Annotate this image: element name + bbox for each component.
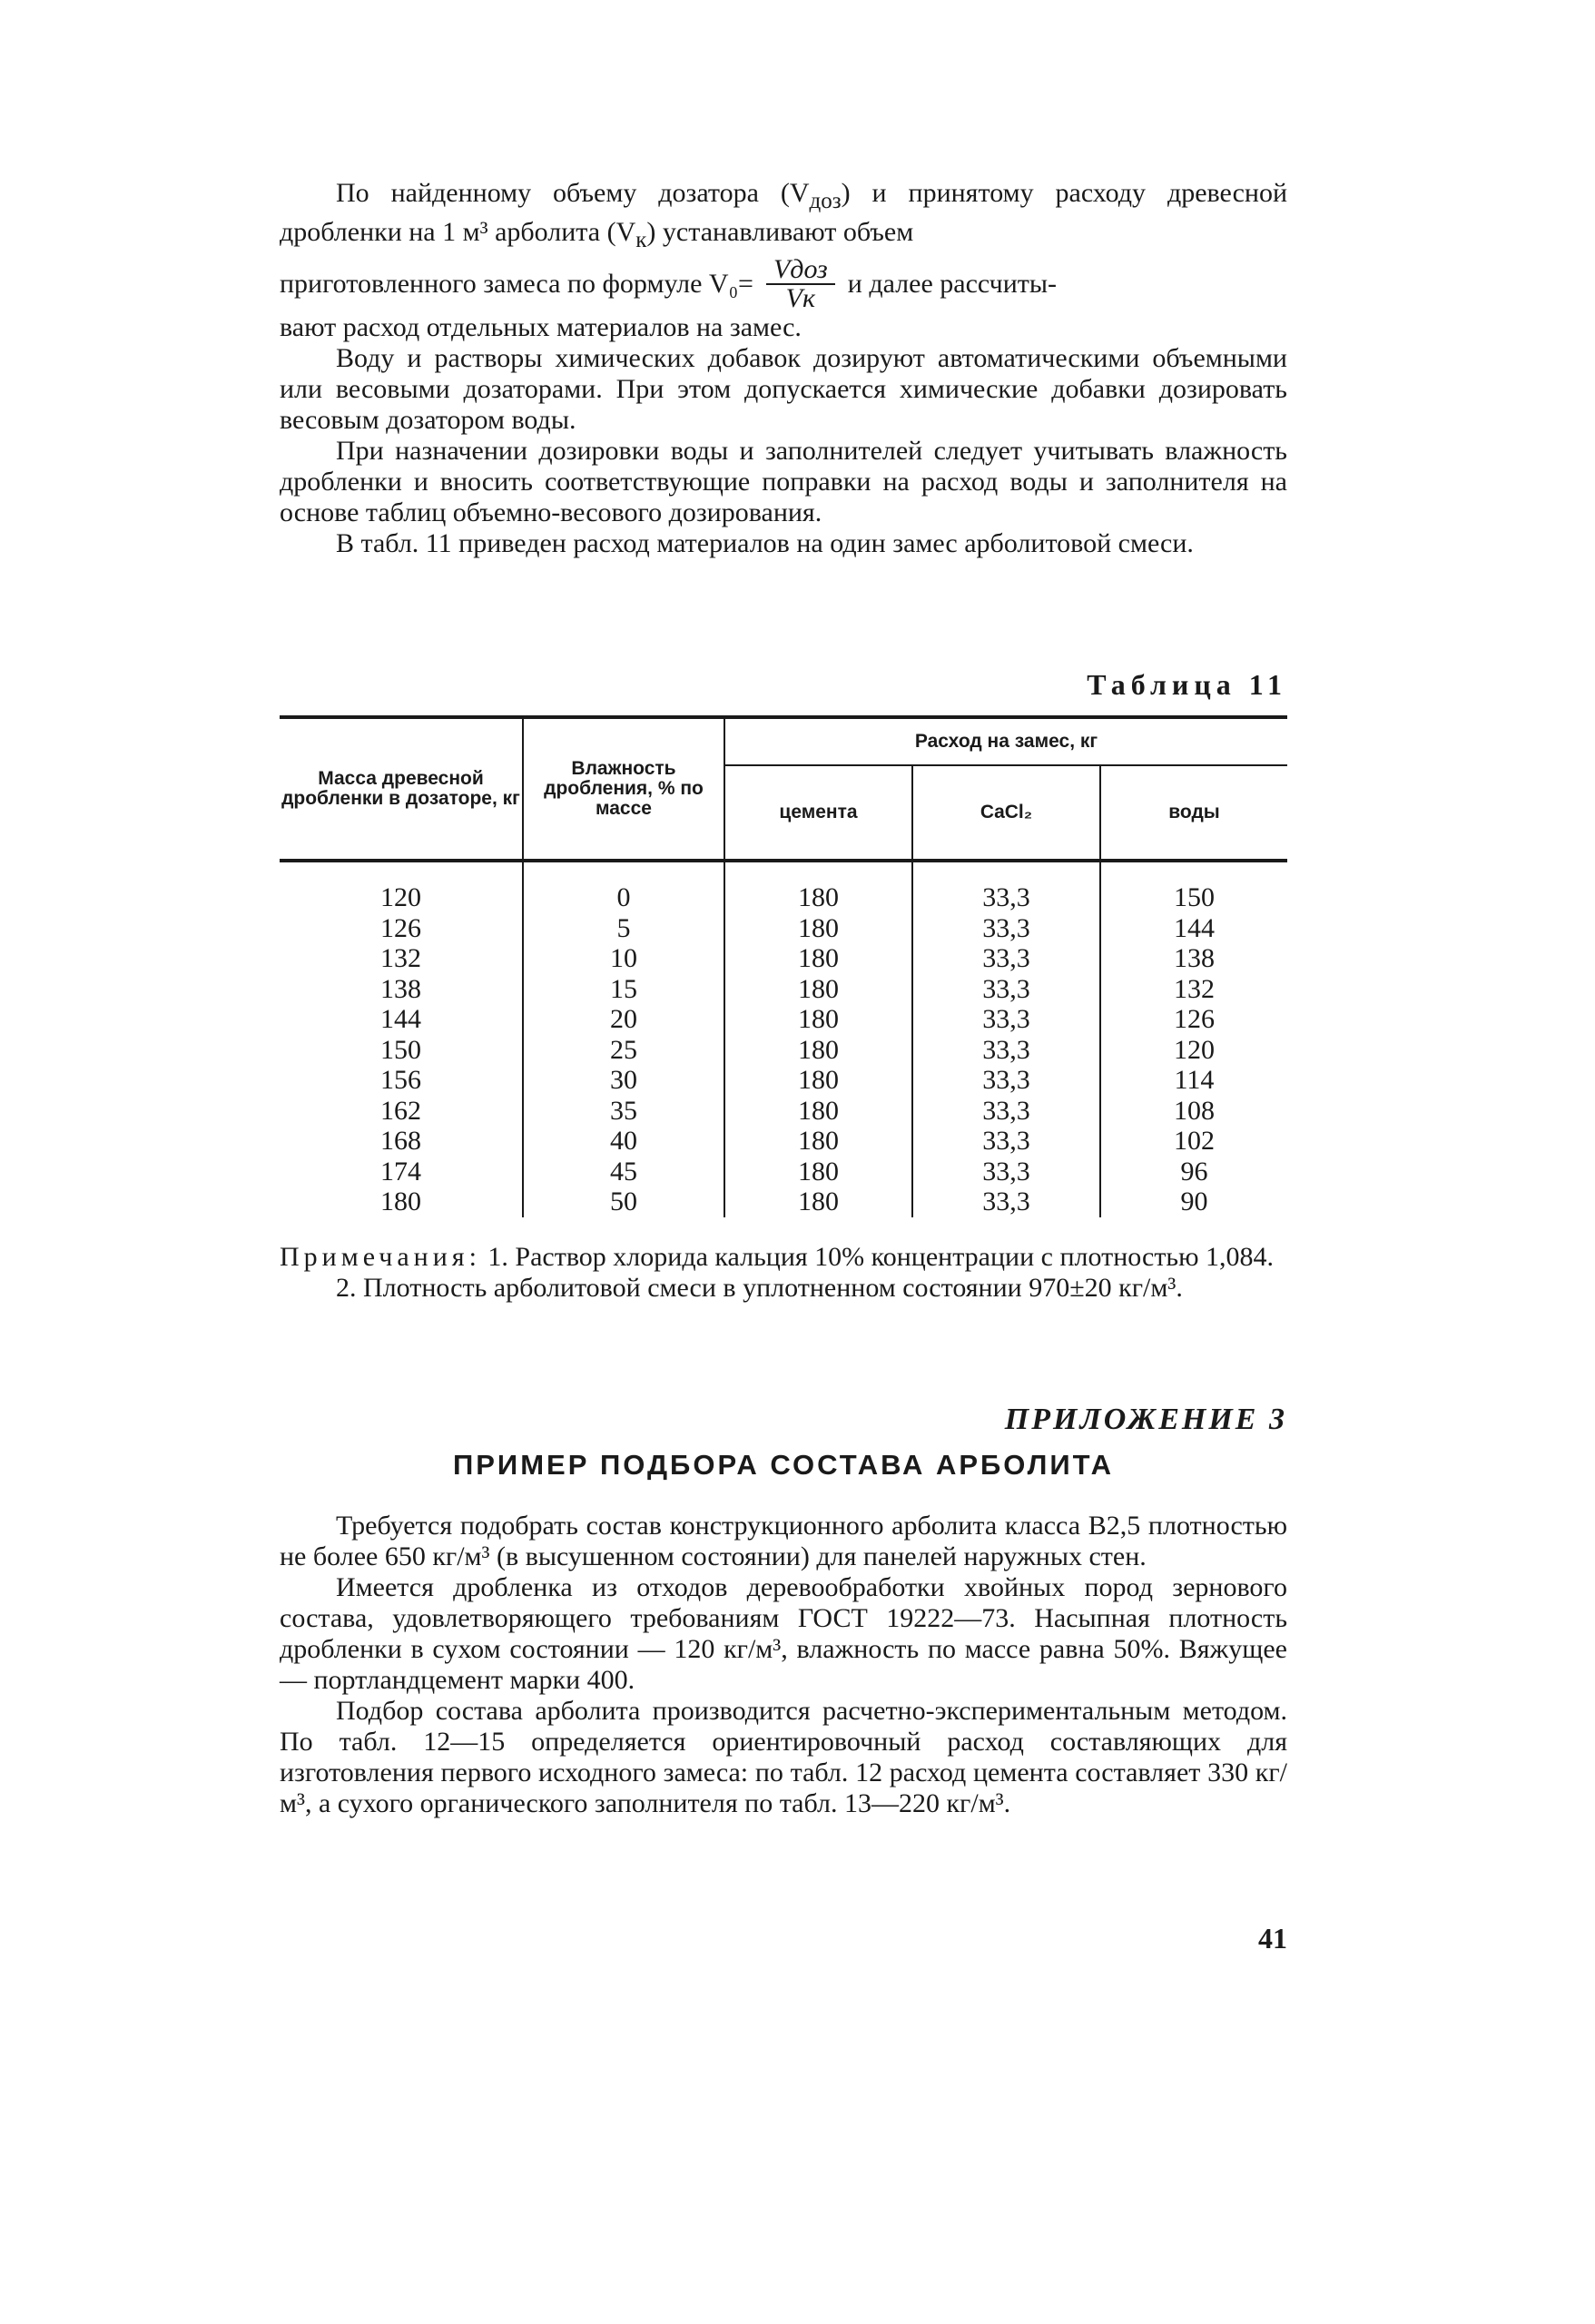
table-cell: 132	[1100, 974, 1287, 1005]
table-cell: 174	[380, 1156, 421, 1187]
table-cell: 180	[380, 1187, 421, 1216]
paragraph-table-ref: В табл. 11 приведен расход материалов на один замес арболитовой смеси.	[336, 528, 1194, 558]
appendix-paragraph-1: Требуется подобрать состав конструкционного арболита класса В2,5 плотностью не более 650 кг/м³ (в высушенном состоянии) для панелей наружных стен.	[280, 1511, 1287, 1571]
table-cell: 168	[380, 1126, 421, 1156]
table-cell: 132	[380, 943, 421, 973]
table-cell: 33,3	[912, 943, 1100, 974]
text-fragment: ) и принятому расходу древесной дробленки на 1 м³ арболита (V	[280, 178, 1287, 247]
table-cell: 180	[724, 943, 912, 974]
header-consumption: Расход на замес, кг	[724, 717, 1287, 765]
formula-suffix: и далее рассчиты-	[847, 269, 1058, 299]
table-cell: 33,3	[912, 861, 1100, 913]
table-row	[280, 943, 1287, 974]
table-cell: 40	[523, 1126, 724, 1157]
table-cell: 90	[1100, 1187, 1287, 1217]
table-row	[280, 913, 1287, 944]
appendix-label: ПРИЛОЖЕНИЕ 3	[1004, 1403, 1287, 1436]
appendix-paragraph-2: Имеется дробленка из отходов деревообработки хвойных пород зернового состава, удовлетворяющего требованиям ГОСТ 19222—73. Насыпная плотность дробленки в сухом состоянии — 120 кг/м³, влажность по массе равна 50%. Вяжущее — портландцемент марки 400.	[280, 1572, 1287, 1695]
text-fragment: ) устанавливают объем	[646, 217, 914, 247]
text-fragment: По найденному объему дозатора (V	[336, 178, 810, 208]
table-row	[280, 974, 1287, 1005]
table-cell: 150	[380, 1034, 421, 1065]
intro-text	[280, 178, 1287, 559]
paragraph-continuation: вают расход отдельных материалов на замес.	[280, 312, 802, 342]
table-cell: 144	[1100, 913, 1287, 944]
table-cell: 0	[523, 861, 724, 913]
formula-prefix: приготовленного замеса по формуле V₀=	[280, 269, 753, 299]
table-cell: 33,3	[912, 1004, 1100, 1035]
table-cell: 30	[523, 1065, 724, 1096]
formula-numerator: Vдоз	[766, 256, 835, 285]
header-cacl: CaCl₂	[912, 765, 1100, 861]
table-cell: 50	[523, 1187, 724, 1217]
table-cell: 25	[523, 1035, 724, 1066]
table-cell: 10	[523, 943, 724, 974]
table-row	[280, 1187, 1287, 1217]
table-cell: 108	[1100, 1096, 1287, 1127]
formula-line	[280, 256, 1287, 312]
table-cell: 5	[523, 913, 724, 944]
table-cell: 15	[523, 974, 724, 1005]
table-cell: 162	[380, 1095, 421, 1126]
table-body	[280, 861, 1287, 1217]
notes-label: Примечания:	[280, 1242, 481, 1272]
table-row	[280, 1004, 1287, 1035]
table-cell: 35	[523, 1096, 724, 1127]
table-cell: 33,3	[912, 1187, 1100, 1217]
table-cell: 180	[724, 1126, 912, 1157]
table-caption: Таблица 11	[1087, 668, 1287, 701]
table-row	[280, 1096, 1287, 1127]
table-cell: 33,3	[912, 1157, 1100, 1187]
paragraph-water-dosing: Воду и растворы химических добавок дозируют автоматическими объемными или весовыми дозаторами. При этом допускается химические добавки дозировать весовым дозатором воды.	[280, 343, 1287, 435]
header-cement: цемента	[724, 765, 912, 861]
table-cell: 138	[1100, 943, 1287, 974]
table-cell: 180	[724, 1096, 912, 1127]
table-cell: 45	[523, 1157, 724, 1187]
table-row	[280, 1126, 1287, 1157]
note-1: 1. Раствор хлорида кальция 10% концентрации с плотностью 1,084.	[487, 1242, 1275, 1272]
table-cell: 126	[1100, 1004, 1287, 1035]
table-cell: 33,3	[912, 913, 1100, 944]
subscript: к	[635, 228, 647, 252]
table-cell: 180	[724, 1157, 912, 1187]
note-2: 2. Плотность арболитовой смеси в уплотненном состоянии 970±20 кг/м³.	[336, 1273, 1183, 1303]
table-cell: 138	[380, 973, 421, 1004]
appendix-title: ПРИМЕР ПОДБОРА СОСТАВА АРБОЛИТА	[452, 1449, 1115, 1481]
table-cell: 33,3	[912, 974, 1100, 1005]
table-cell: 102	[1100, 1126, 1287, 1157]
subscript: доз	[809, 189, 842, 213]
appendix-paragraph-3: Подбор состава арболита производится расчетно-экспериментальным методом. По табл. 12—15 определяется ориентировочный расход составляющих для изготовления первого исходного замеса: по табл. 12 расход цемента составляет 330 кг/м³, а сухого органического заполнителя по табл. 13—220 кг/м³.	[280, 1696, 1287, 1818]
table-cell: 144	[380, 1004, 421, 1034]
paragraph-dozator	[280, 178, 1287, 256]
appendix-body	[280, 1511, 1287, 1819]
table-cell: 33,3	[912, 1065, 1100, 1096]
table-cell: 180	[724, 1065, 912, 1096]
table-cell: 120	[380, 882, 421, 912]
table-row	[280, 1035, 1287, 1066]
header-humidity: Влажность дробления, % по массе	[523, 717, 724, 861]
table-row	[280, 1065, 1287, 1096]
table-cell: 96	[1100, 1157, 1287, 1187]
table-row	[280, 861, 1287, 913]
paragraph-humidity: При назначении дозировки воды и заполнителей следует учитывать влажность дробленки и вносить соответствующие поправки на расход воды и заполнителя на основе таблиц объемно-весового дозирования.	[280, 436, 1287, 527]
table-cell: 180	[724, 1187, 912, 1217]
table-cell: 120	[1100, 1035, 1287, 1066]
table-cell: 20	[523, 1004, 724, 1035]
table-notes	[280, 1242, 1287, 1304]
table-cell: 180	[724, 1004, 912, 1035]
table-cell: 156	[380, 1065, 421, 1095]
table-cell: 33,3	[912, 1035, 1100, 1066]
table-cell: 180	[724, 974, 912, 1005]
header-water: воды	[1100, 765, 1287, 861]
table-cell: 33,3	[912, 1096, 1100, 1127]
page-number: 41	[1258, 1922, 1287, 1955]
table-cell: 114	[1100, 1065, 1287, 1096]
formula-denominator: Vк	[785, 283, 816, 313]
table-cell: 180	[724, 1035, 912, 1066]
table-11	[280, 715, 1287, 1217]
formula-fraction	[766, 256, 835, 312]
table-cell: 126	[380, 912, 421, 943]
table-cell: 33,3	[912, 1126, 1100, 1157]
table-row	[280, 1157, 1287, 1187]
table-cell: 180	[724, 861, 912, 913]
table-cell: 180	[724, 913, 912, 944]
table-cell: 150	[1100, 861, 1287, 913]
header-mass: Масса древесной дробленки в дозаторе, кг	[280, 717, 523, 861]
